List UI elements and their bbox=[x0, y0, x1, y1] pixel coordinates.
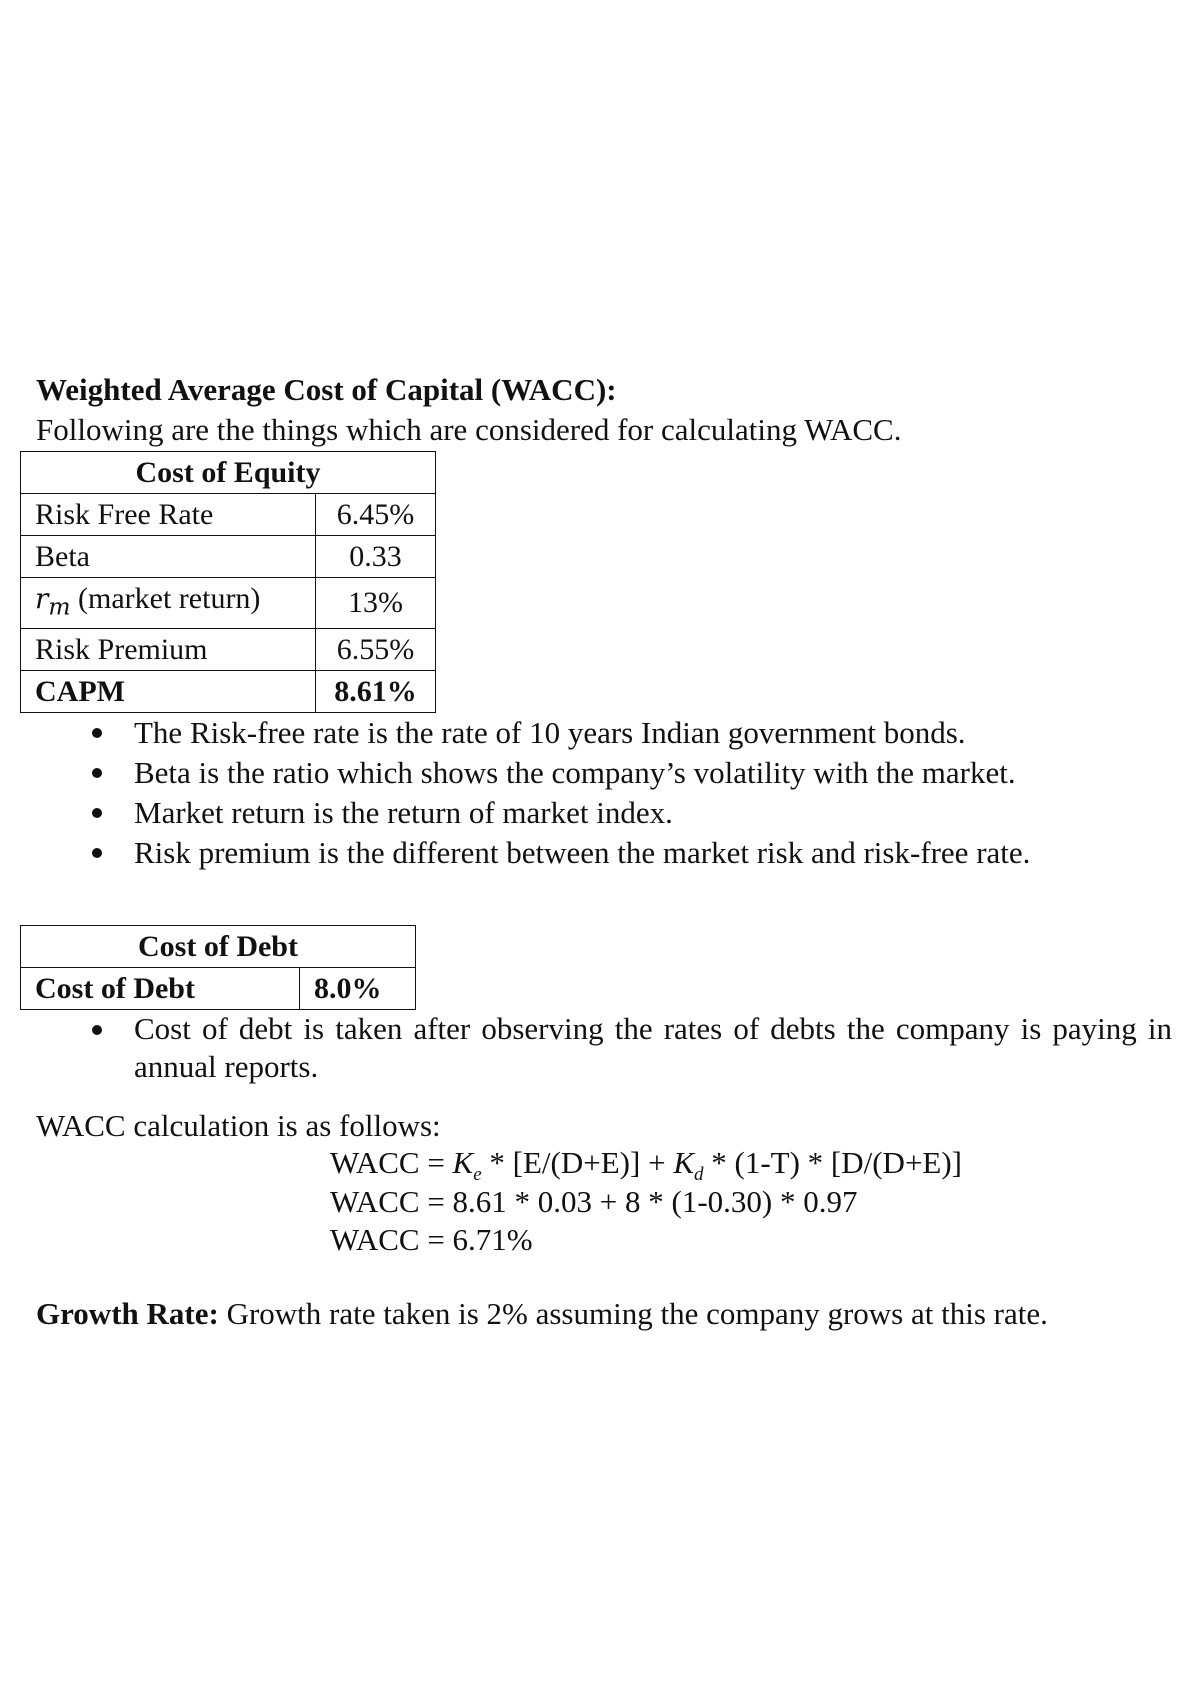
ke-symbol: $K_e$ bbox=[452, 1145, 482, 1186]
list-item: Market return is the return of market index. bbox=[92, 793, 1172, 833]
wacc-formula: WACC = $K_e * [E/(D+E)] + K_d * (1-T) * [D/(D+E)]$ bbox=[330, 1145, 963, 1186]
bullet-icon bbox=[92, 768, 102, 778]
market-return-label: (market return) bbox=[78, 582, 261, 615]
row-value: 13% bbox=[316, 578, 436, 629]
wacc-result: WACC = 6.71% bbox=[330, 1222, 533, 1257]
kd-symbol: $K_d$ bbox=[673, 1145, 704, 1186]
row-label: CAPM bbox=[21, 670, 316, 712]
cost-of-debt-table bbox=[20, 925, 416, 1010]
calculation-intro: WACC calculation is as follows: bbox=[36, 1108, 441, 1143]
section-heading: Weighted Average Cost of Capital (WACC): bbox=[36, 372, 617, 407]
table-row bbox=[21, 578, 436, 629]
list-item: Cost of debt is taken after observing the rates of debts the company is paying in annual reports. bbox=[92, 1010, 1172, 1086]
table-row bbox=[21, 968, 416, 1010]
row-label: Risk Premium bbox=[21, 628, 316, 670]
list-item: Beta is the ratio which shows the company’s volatility with the market. bbox=[92, 753, 1172, 793]
equity-bullet-list bbox=[92, 713, 1172, 873]
row-value: 8.61% bbox=[316, 670, 436, 712]
growth-rate-label: Growth Rate: bbox=[36, 1296, 219, 1331]
row-label-market-return bbox=[21, 578, 316, 629]
table-row bbox=[21, 494, 436, 536]
cost-of-equity-table bbox=[20, 451, 436, 713]
debt-table-title: Cost of Debt bbox=[21, 926, 416, 968]
row-value: 6.45% bbox=[316, 494, 436, 536]
list-item: Risk premium is the different between the market risk and risk-free rate. bbox=[92, 833, 1172, 873]
bullet-icon bbox=[92, 808, 102, 818]
bullet-icon bbox=[92, 728, 102, 738]
equity-table-title: Cost of Equity bbox=[21, 452, 436, 494]
row-value: 6.55% bbox=[316, 628, 436, 670]
debt-bullet-list bbox=[92, 1010, 1172, 1086]
wacc-substitution: WACC = 8.61 * 0.03 + 8 * (1-0.30) * 0.97 bbox=[330, 1184, 858, 1219]
bullet-icon bbox=[92, 1025, 102, 1035]
row-value: 0.33 bbox=[316, 536, 436, 578]
intro-text: Following are the things which are considered for calculating WACC. bbox=[36, 412, 902, 447]
row-label: Risk Free Rate bbox=[21, 494, 316, 536]
table-row bbox=[21, 536, 436, 578]
market-return-symbol: $r_m$ bbox=[35, 582, 71, 621]
table-row bbox=[21, 628, 436, 670]
list-item: The Risk-free rate is the rate of 10 years Indian government bonds. bbox=[92, 713, 1172, 753]
row-label: Cost of Debt bbox=[21, 968, 300, 1010]
table-row-capm bbox=[21, 670, 436, 712]
bullet-icon bbox=[92, 848, 102, 858]
row-value: 8.0% bbox=[300, 968, 416, 1010]
growth-rate-text: Growth Rate: Growth rate taken is 2% assuming the company grows at this rate. bbox=[36, 1296, 1048, 1331]
row-label: Beta bbox=[21, 536, 316, 578]
